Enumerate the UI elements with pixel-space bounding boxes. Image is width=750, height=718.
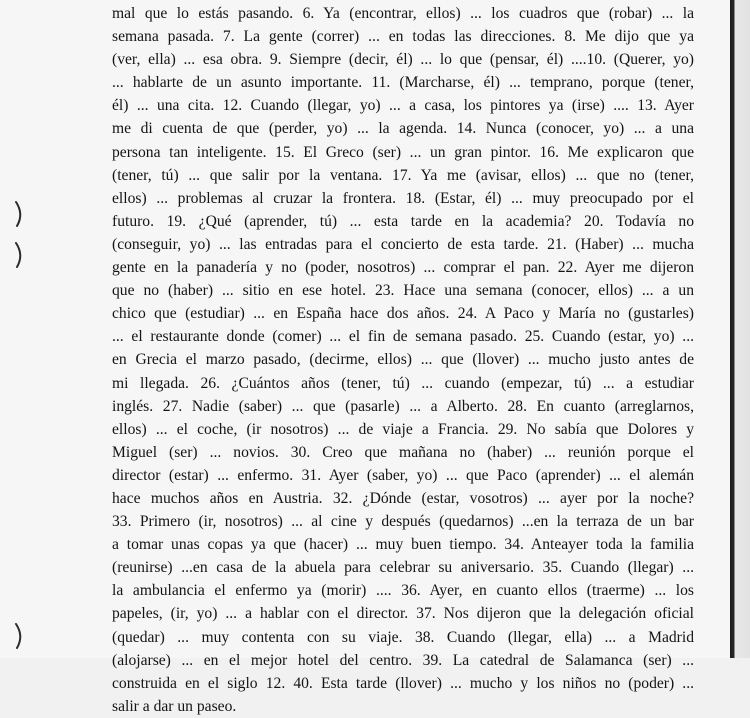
text-line: (ver, ella) ... esa obra. 9. Siempre (decir, él) ... lo que (pensar, él) ....10. (Querer, yo) (112, 51, 694, 69)
text-line: (alojarse) ... en el mejor hotel del centro. 39. La catedral de Salamanca (ser) ... (112, 651, 694, 669)
text-line: director (estar) ... enfermo. 31. Ayer (saber, yo) ... que Paco (aprender) ... el alemán (112, 466, 694, 484)
binding-mark-middle (16, 243, 20, 267)
page-edge-shadow (730, 0, 750, 658)
text-line: en Grecia el marzo pasado, (decirme, ellos) ... que (llover) ... mucho justo antes de (112, 351, 694, 369)
text-line: construida en el siglo 12. 40. Esta tarde (llover) ... mucho y los niños no (poder) ... (112, 674, 694, 692)
text-line: 33. Primero (ir, nosotros) ... al cine y después (quedarnos) ...en la terraza de un bar (112, 513, 694, 531)
text-line: (quedar) ... muy contenta con su viaje. 38. Cuando (llegar, ella) ... a Madrid (112, 628, 694, 646)
binding-mark-top (16, 202, 20, 226)
text-line: (reunirse) ...en casa de la abuela para celebrar su aniversario. 35. Cuando (llegar) ... (112, 559, 694, 577)
text-line: que no (haber) ... sitio en ese hotel. 23. Hace una semana (conocer, ellos) ... a un (112, 282, 694, 300)
text-line: (tener, tú) ... que salir por la ventana. 17. Ya me (avisar, ellos) ... que no (tener, (112, 166, 694, 184)
text-line: persona tan inteligente. 15. El Greco (ser) ... un gran pintor. 16. Me explicaron que (112, 143, 694, 161)
text-line: salir a dar un paseo. (112, 697, 237, 715)
text-line: mi llegada. 26. ¿Cuántos años (tener, tú) ... cuando (empezar, tú) ... a estudiar (112, 374, 694, 392)
text-line: él) ... una cita. 12. Cuando (llegar, yo) ... a casa, los pintores ya (irse) .... 13. Ayer (112, 97, 694, 115)
text-line: hace muchos años en Austria. 32. ¿Dónde (estar, vosotros) ... ayer por la noche? (112, 489, 694, 507)
text-line: Miguel (ser) ... novios. 30. Creo que mañana no (haber) ... reunión porque el (112, 443, 694, 461)
exercise-text (112, 2, 694, 718)
text-line: gente en la panadería y no (poder, nosotros) ... comprar el pan. 22. Ayer me dijeron (112, 259, 694, 277)
text-line: chico que (estudiar) ... en España hace dos años. 24. A Paco y María no (gustarles) (112, 305, 694, 323)
text-line: (conseguir, yo) ... las entradas para el concierto de esta tarde. 21. (Haber) ... mucha (112, 235, 694, 253)
binding-mark-bottom (16, 624, 20, 648)
text-line: ellos) ... el coche, (ir nosotros) ... de viaje a Francia. 29. No sabía que Dolores y (112, 420, 694, 438)
text-line: ... el restaurante donde (comer) ... el fin de semana pasado. 25. Cuando (estar, yo) ... (112, 328, 694, 346)
text-line: semana pasada. 7. La gente (correr) ... en todas las direcciones. 8. Me dijo que ya (112, 28, 694, 46)
text-line: a tomar unas copas ya que (hacer) ... muy buen tiempo. 34. Anteayer toda la familia (112, 536, 694, 554)
text-line: ellos) ... problemas al cruzar la frontera. 18. (Estar, él) ... muy preocupado por el (112, 189, 694, 207)
text-line: mal que lo estás pasando. 6. Ya (encontrar, ellos) ... los cuadros que (robar) ... la (112, 5, 694, 22)
text-line: la ambulancia el enfermo ya (morir) .... 36. Ayer, en cuanto ellos (traerme) ... los (112, 582, 694, 600)
text-line: inglés. 27. Nadie (saber) ... que (pasarle) ... a Alberto. 28. En cuanto (arreglarnos, (112, 397, 694, 415)
text-line: me di cuenta de que (perder, yo) ... la agenda. 14. Nunca (conocer, yo) ... a una (112, 120, 694, 138)
text-line: papeles, (ir, yo) ... a hablar con el director. 37. Nos dijeron que la delegación oficial (112, 605, 694, 623)
text-line: ... hablarte de un asunto importante. 11. (Marcharse, él) ... temprano, porque (tener, (112, 74, 694, 92)
binding-marks (0, 0, 40, 658)
text-line: futuro. 19. ¿Qué (aprender, tú) ... esta tarde en la academia? 20. Todavía no (112, 212, 694, 230)
